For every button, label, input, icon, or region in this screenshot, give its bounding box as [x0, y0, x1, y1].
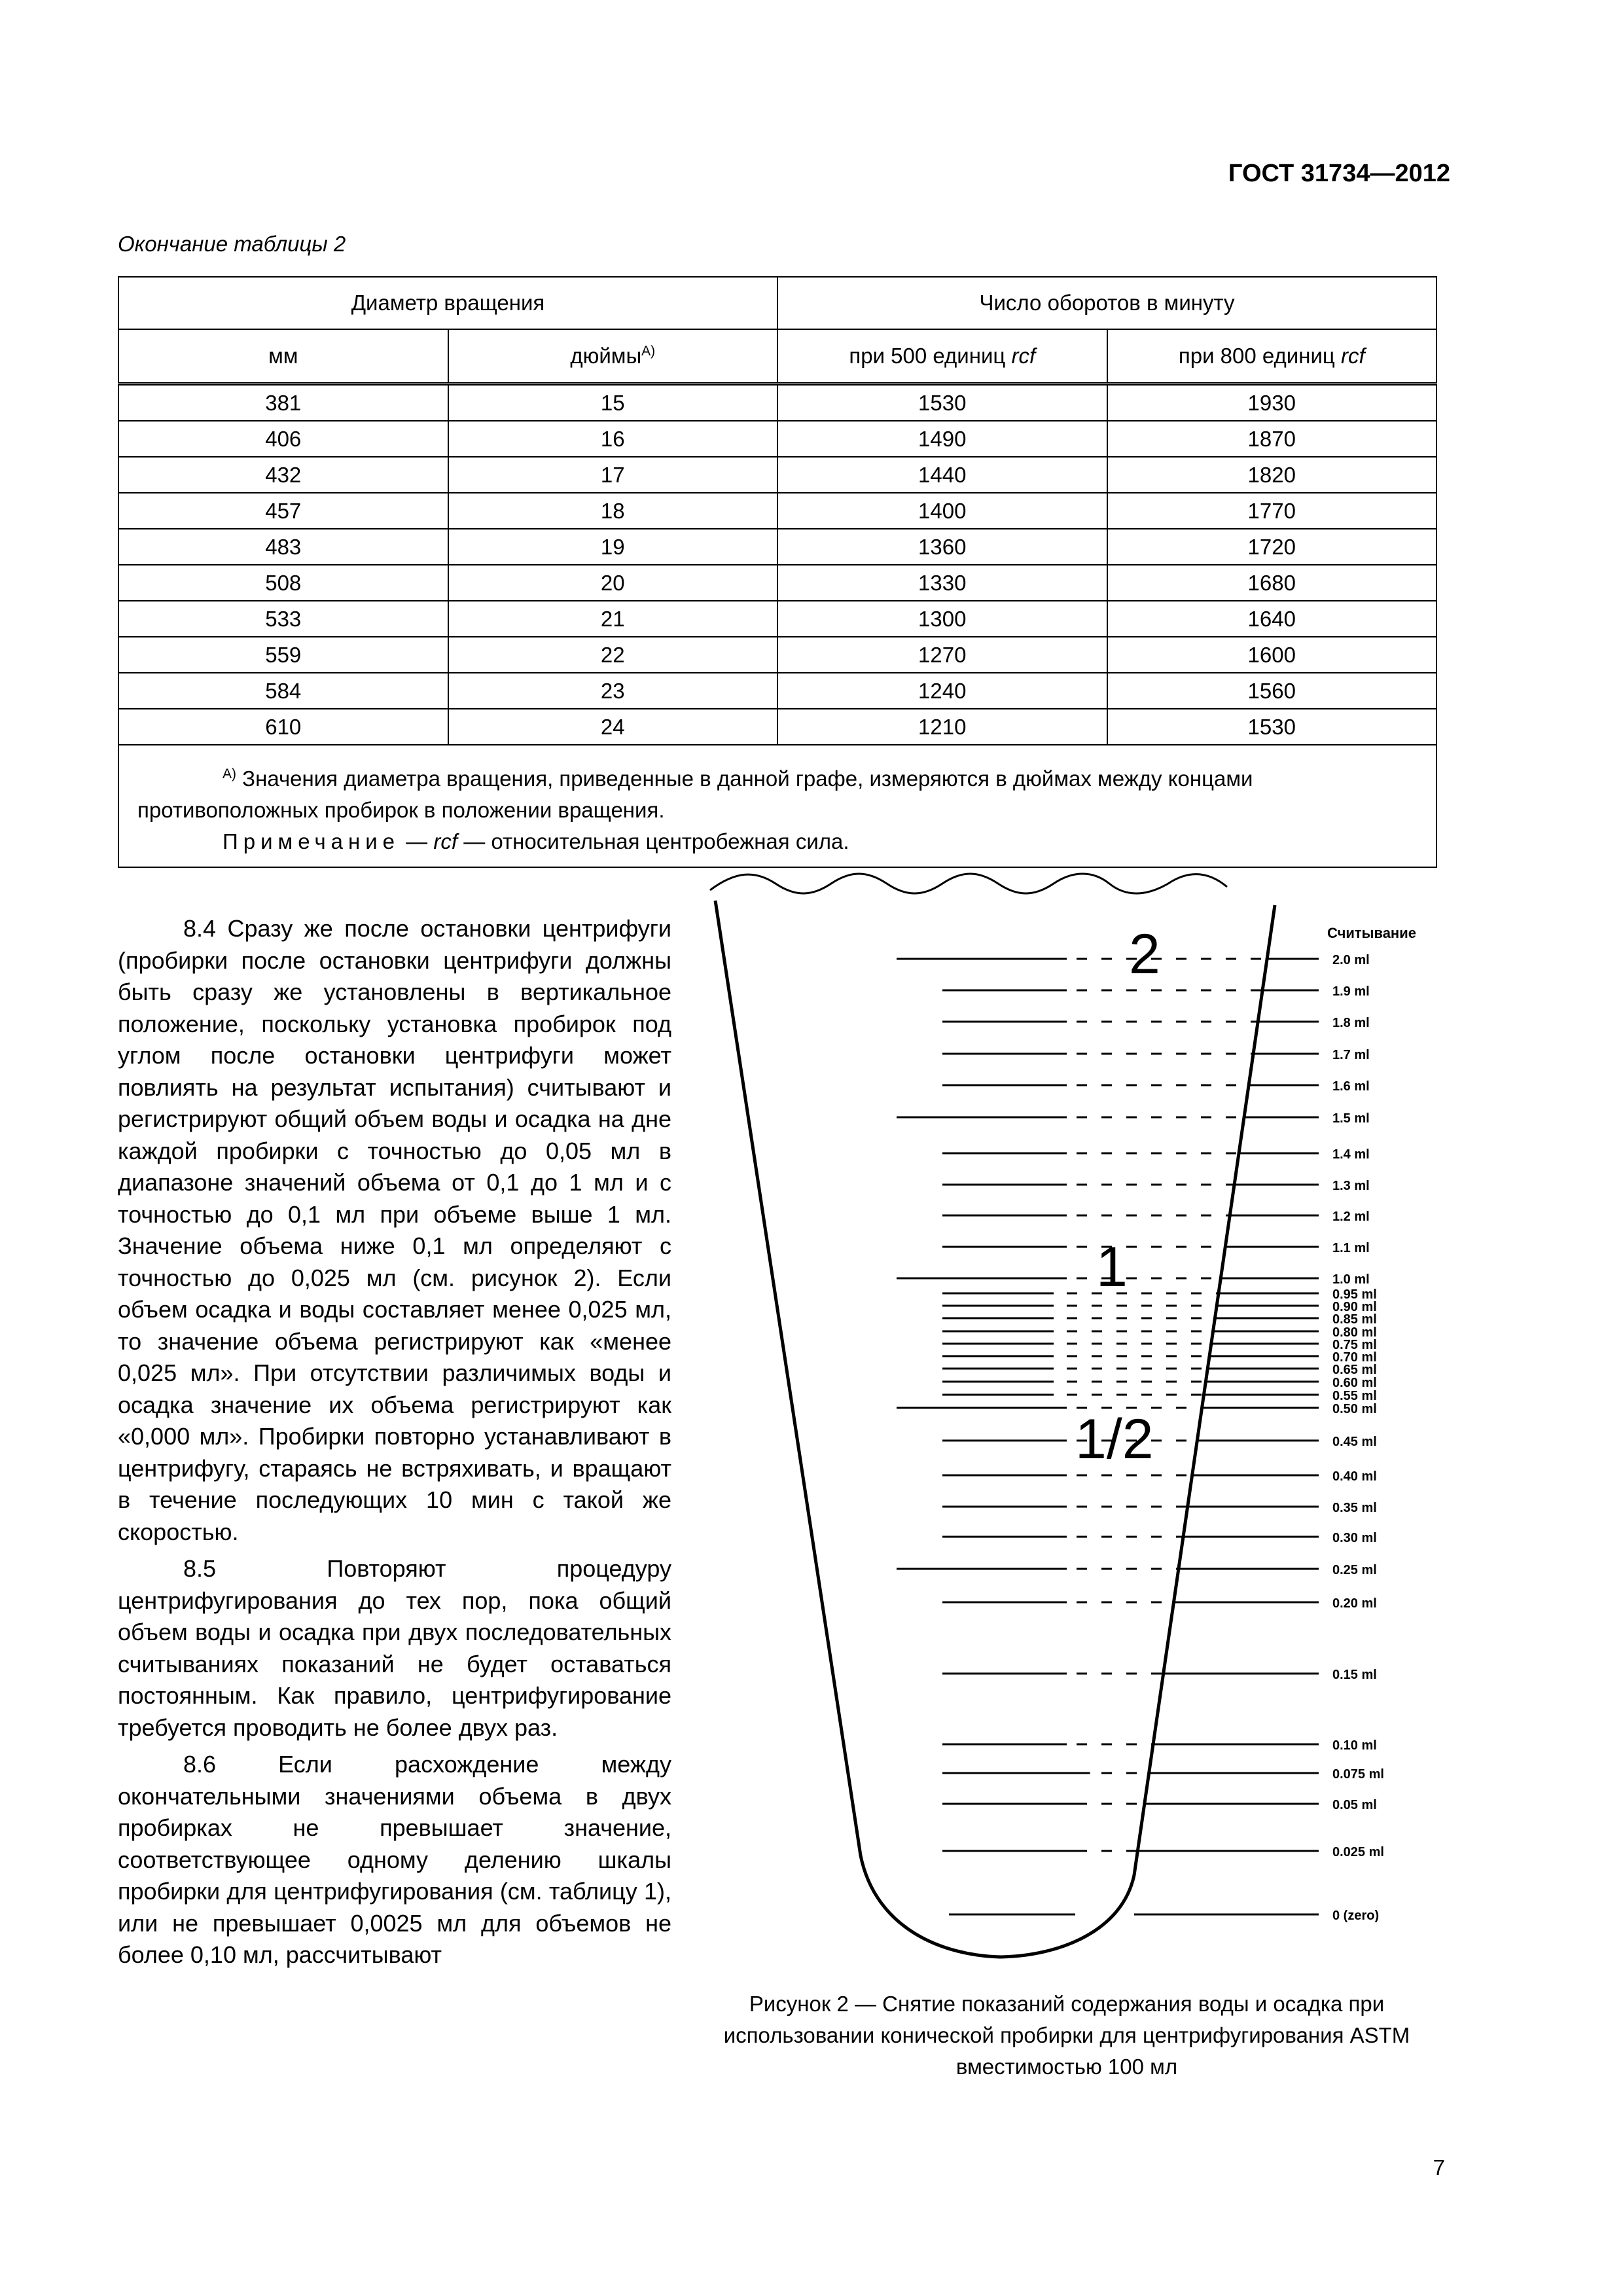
table-cell: 17 [448, 457, 778, 493]
table-cell: 1640 [1107, 601, 1437, 637]
scale-label: 1.7 ml [1332, 1048, 1370, 1062]
reading-label: Считывание [1327, 925, 1416, 941]
table-cell: 1770 [1107, 493, 1437, 529]
scale-label: 0.50 ml [1332, 1402, 1377, 1416]
paragraph-8-5: 8.5 Повторяют процедуру центрифугирования до тех пор, пока общий объем воды и осадка при двух последовательных считываниях показаний не будет оставаться постоянным. Как правило, центрифугирование требуется проводить не более двух раз. [118, 1555, 671, 1741]
scale-label: 0 (zero) [1332, 1909, 1380, 1923]
table-cell: 15 [448, 384, 778, 422]
scale-label: 0.90 ml [1332, 1300, 1377, 1314]
table-row [118, 457, 1436, 493]
table-cell: 1530 [1107, 709, 1437, 745]
table-cell: 533 [118, 601, 448, 637]
scale-label: 0.30 ml [1332, 1531, 1377, 1545]
table-cell: 1270 [777, 637, 1107, 673]
scale-label: 0.85 ml [1332, 1312, 1377, 1327]
scale-label: 2.0 ml [1332, 953, 1370, 967]
table-cell: 21 [448, 601, 778, 637]
table-cell: 584 [118, 673, 448, 709]
scale-label: 0.25 ml [1332, 1563, 1377, 1577]
table-cell: 20 [448, 565, 778, 601]
table-footnote: $^{А)}$ Значения диаметра вращения, приведенные в данной графе, измеряются в дюймах между концами противоположных пробирок в положении вращения. Примечание — rcf — относительная центробежная сила. [118, 745, 1436, 867]
figure-caption: Рисунок 2 — Снятие показаний содержания воды и осадка при использовании конической пробирки для центрифугирования ASTM вместимостью 100 мл [723, 1992, 1410, 2079]
col-header-mm: мм [118, 329, 448, 384]
scale-label: 0.65 ml [1332, 1363, 1377, 1377]
paragraph-8-4: 8.4 Сразу же после остановки центрифуги (пробирки после остановки центрифуги должны быть сразу же установлены в вертикальное положение, поскольку установка пробирок под углом после остановки центрифуги может повлиять на результат испытания) считывают и регистрируют общий объем воды и осадка на дне каждой пробирки с точностью до 0,05 мл в диапазоне значений объема от 0,1 до 1 мл и с точностью до 0,1 мл при объеме выше 1 мл. Значение объема ниже 0,1 мл определяют с точностью до 0,025 мл (см. рисунок 2). Если объем осадка и воды составляет менее 0,025 мл, то значение объема регистрируют как «менее 0,025 мл». При отсутствии различимых воды и осадка значение их объема регистрируют как «0,000 мл». Пробирки повторно устанавливают в центрифугу, стараясь не встряхивать, и вращают в течение последующих 10 мин с такой же скоростью. [118, 915, 671, 1545]
table-cell: 406 [118, 421, 448, 457]
table-cell: 19 [448, 529, 778, 565]
table-cell: 1360 [777, 529, 1107, 565]
table-cell: 1820 [1107, 457, 1437, 493]
scale-label: 1.6 ml [1332, 1079, 1370, 1094]
scale-label: 0.45 ml [1332, 1435, 1377, 1449]
table-cell: 1600 [1107, 637, 1437, 673]
table-cell: 559 [118, 637, 448, 673]
table-cell: 1560 [1107, 673, 1437, 709]
scale-label: 0.55 ml [1332, 1389, 1377, 1403]
table-row [118, 601, 1436, 637]
table-cell: 610 [118, 709, 448, 745]
table-row [118, 673, 1436, 709]
table-cell: 457 [118, 493, 448, 529]
col-header-inches: дюймы$^{А)}$ [448, 329, 778, 384]
table-cell: 1440 [777, 457, 1107, 493]
tube-outline [715, 901, 1275, 1957]
centrifuge-tube-diagram [700, 867, 1433, 1980]
table-cell: 1300 [777, 601, 1107, 637]
standard-id: ГОСТ 31734—2012 [1228, 160, 1450, 187]
scale-label: 0.60 ml [1332, 1376, 1377, 1390]
table-row [118, 493, 1436, 529]
scale-label: 0.75 ml [1332, 1338, 1377, 1352]
table-cell: 1930 [1107, 384, 1437, 422]
table-cell: 1870 [1107, 421, 1437, 457]
table-row [118, 384, 1436, 422]
table-cell: 432 [118, 457, 448, 493]
scale-label: 1.1 ml [1332, 1241, 1370, 1255]
table-caption: Окончание таблицы 2 [118, 232, 346, 256]
col-header-rcf500: при 500 единиц rcf [777, 329, 1107, 384]
table-cell: 22 [448, 637, 778, 673]
table-row [118, 529, 1436, 565]
scale-label: 0.15 ml [1332, 1668, 1377, 1682]
big-label-half: 1/2 [1075, 1408, 1154, 1471]
scale-label: 1.2 ml [1332, 1210, 1370, 1224]
table-cell: 483 [118, 529, 448, 565]
scale-label: 0.40 ml [1332, 1469, 1377, 1484]
table-cell: 23 [448, 673, 778, 709]
scale-label: 0.20 ml [1332, 1596, 1377, 1611]
table-cell: 1490 [777, 421, 1107, 457]
scale-label: 0.10 ml [1332, 1738, 1377, 1753]
scale-label: 0.025 ml [1332, 1845, 1384, 1859]
scale-label: 0.35 ml [1332, 1501, 1377, 1515]
scale-label: 1.3 ml [1332, 1179, 1370, 1193]
table-cell: 24 [448, 709, 778, 745]
paragraph-8-6: 8.6 Если расхождение между окончательными значениями объема в двух пробирках не превышает значение, соответствующее одному делению шкалы пробирки для центрифугирования (см. таблицу 1), или не превышает 0,0025 мл для объемов не более 0,10 мл, рассчитывают [118, 1751, 671, 1968]
table-row [118, 709, 1436, 745]
table-cell: 1680 [1107, 565, 1437, 601]
scale-label: 0.05 ml [1332, 1798, 1377, 1812]
group-header-diameter: Диаметр вращения [118, 277, 777, 329]
tube-top-wave [710, 874, 1227, 893]
table-row [118, 421, 1436, 457]
rotation-table [118, 276, 1437, 868]
table-cell: 381 [118, 384, 448, 422]
col-header-rcf800: при 800 единиц rcf [1107, 329, 1437, 384]
scale-label: 1.5 ml [1332, 1111, 1370, 1126]
table-cell: 1530 [777, 384, 1107, 422]
scale-label: 1.9 ml [1332, 984, 1370, 999]
table-row [118, 637, 1436, 673]
table-cell: 1720 [1107, 529, 1437, 565]
table-cell: 1240 [777, 673, 1107, 709]
table-cell: 16 [448, 421, 778, 457]
page-number: 7 [1433, 2155, 1445, 2179]
big-label-2: 2 [1129, 923, 1160, 986]
scale-label: 0.95 ml [1332, 1287, 1377, 1302]
table-note: Примечание — rcf — относительная центробежная сила. [223, 829, 849, 853]
scale-label: 1.8 ml [1332, 1016, 1370, 1030]
table-row [118, 565, 1436, 601]
figure-2 [700, 867, 1433, 1983]
table-cell: 508 [118, 565, 448, 601]
body-text [118, 913, 671, 1977]
table-cell: 1330 [777, 565, 1107, 601]
table-cell: 18 [448, 493, 778, 529]
scale-label: 0.075 ml [1332, 1767, 1384, 1782]
scale-label: 1.4 ml [1332, 1147, 1370, 1162]
table-cell: 1400 [777, 493, 1107, 529]
group-header-rpm: Число оборотов в минуту [777, 277, 1436, 329]
big-label-1: 1 [1096, 1236, 1128, 1299]
scale-label: 0.70 ml [1332, 1350, 1377, 1365]
table-cell: 1210 [777, 709, 1107, 745]
scale-label: 1.0 ml [1332, 1272, 1370, 1287]
scale-label: 0.80 ml [1332, 1325, 1377, 1340]
